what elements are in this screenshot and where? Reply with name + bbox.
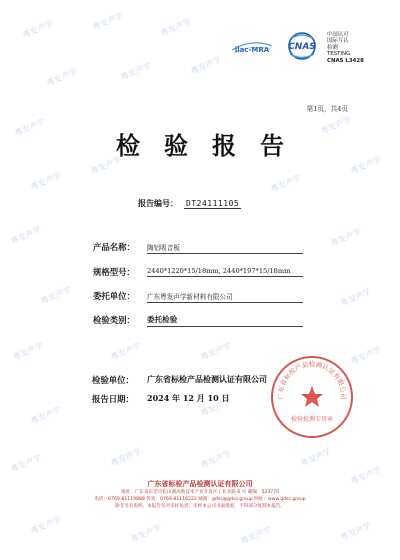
report-date-label: 报告日期：	[92, 394, 134, 404]
model-spec-value: 2440*1220*15/18mm, 2440*197*15/18mm	[147, 267, 303, 277]
watermark-text: 粤发声学	[29, 514, 63, 537]
document-title: 检验报告	[116, 131, 308, 160]
watermark-text: 粤发声学	[349, 154, 383, 177]
report-number-value: DT24111105	[186, 199, 240, 208]
watermark-text: 粤发声学	[89, 154, 123, 177]
watermark-text: 粤发声学	[329, 226, 363, 249]
ilac-mra-logo	[230, 36, 274, 58]
watermark-text: 粤发声学	[11, 340, 45, 363]
watermark-text: 粤发声学	[299, 446, 333, 469]
watermark-text: 粤发声学	[189, 54, 223, 77]
seal-subtext: 检验检测专用章	[290, 416, 334, 423]
page-number: 第1页，共4页	[306, 105, 348, 113]
inspection-type-value: 委托检验	[147, 314, 303, 327]
watermark-text: 粤发声学	[129, 522, 163, 545]
watermark-text: 粤发声学	[119, 60, 153, 83]
watermark-text: 粤发声学	[339, 286, 373, 309]
accreditation-line: CNAS L3428	[327, 57, 364, 64]
watermark-text: 粤发声学	[29, 404, 63, 427]
footer-statement: 除非另有说明，本报告仅对来样负责；未经本公司书面批准，不得部分复制本报告。	[115, 504, 285, 509]
ilac-logo-text: ilac-MRA	[234, 46, 270, 54]
client-label: 委托单位：	[93, 291, 135, 301]
report-number-label: 报告编号：	[138, 198, 178, 208]
report-date-value: 2024 年 12 月 10 日	[147, 393, 230, 403]
footer-address: 地址：广东省东莞市松山湖高新技术产业开发区工业北路 6 号 邮编：523770	[120, 490, 280, 495]
watermark-text: 粤发声学	[339, 520, 373, 543]
watermark-text: 粤发声学	[21, 18, 55, 41]
watermark-text: 粤发声学	[91, 10, 125, 33]
watermark-text: 粤发声学	[199, 340, 233, 363]
watermark-text: 粤发声学	[29, 170, 63, 193]
watermark-text: 粤发声学	[239, 524, 273, 547]
watermark-text: 粤发声学	[109, 446, 143, 469]
inspection-unit-value: 广东省标检产品检测认证有限公司	[147, 374, 267, 384]
watermark-text: 粤发声学	[9, 452, 43, 475]
inspection-unit-label: 检验单位：	[92, 375, 134, 385]
accreditation-line: 中国认可	[327, 32, 349, 38]
watermark-text: 粤发声学	[349, 464, 383, 487]
watermark-text: 粤发声学	[159, 16, 193, 39]
accreditation-line: 检测	[327, 44, 338, 51]
watermark-text: 粤发声学	[39, 284, 73, 307]
watermark-text: 粤发声学	[269, 172, 303, 195]
seal-star-icon	[301, 386, 323, 407]
official-seal	[268, 353, 356, 441]
watermark-text: 粤发声学	[349, 344, 383, 367]
product-name-value: 陶铝吸音板	[147, 242, 303, 254]
accreditation-line: 国际互认	[327, 38, 349, 45]
watermark-text: 粤发声学	[109, 340, 143, 363]
cnas-logo-text: CNAS	[288, 42, 316, 52]
product-name-label: 产品名称：	[93, 242, 135, 252]
seal-arc-text: 广东省标检产品检测认证有限公司	[276, 360, 348, 400]
watermark-text: 粤发声学	[199, 448, 233, 471]
watermark-text: 粤发声学	[13, 116, 47, 139]
report-number	[138, 198, 241, 209]
model-spec-label: 规格型号：	[93, 267, 135, 277]
footer-organization: 广东省标检产品检测认证有限公司	[147, 480, 253, 488]
accreditation-line: TESTING	[327, 51, 351, 58]
footer-contact: 电话：0769-81119888 传真：0769-81116222 邮箱：gdss@gdss.group 网址：www.gdss.group	[94, 497, 306, 502]
client-value: 广东粤发声学新材料有限公司	[147, 291, 303, 303]
inspection-type-label: 检验类别：	[93, 315, 135, 325]
watermark-text: 粤发声学	[319, 114, 353, 137]
watermark-text: 粤发声学	[9, 224, 43, 247]
watermark-text: 粤发声学	[199, 396, 233, 419]
watermark-text: 粤发声学	[45, 66, 79, 89]
cnas-logo	[278, 30, 326, 66]
accreditation-block	[327, 32, 397, 64]
